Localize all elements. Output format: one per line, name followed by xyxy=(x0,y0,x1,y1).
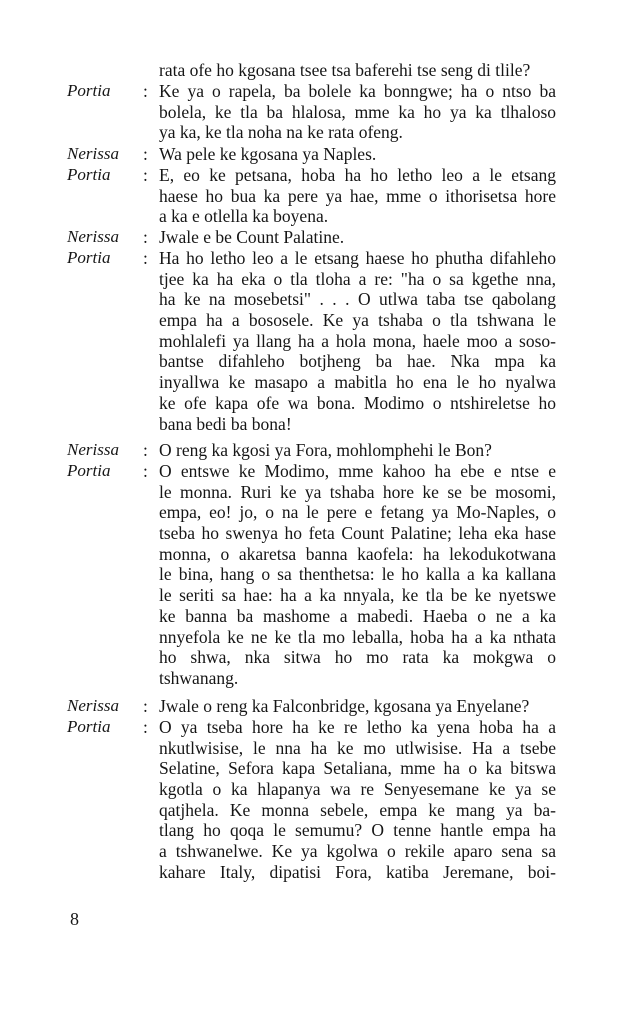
colon-separator: : xyxy=(143,248,148,268)
text-line: kgotla o ka hlapanya wa re Senyesemane ke ya se xyxy=(159,779,556,800)
dialogue-text xyxy=(159,60,556,81)
text-line: ke banna ba mashome a mabedi. Haeba o ne a ka xyxy=(159,605,556,626)
speaker-name: Portia xyxy=(67,165,111,184)
text-line: bana bedi ba bona! xyxy=(159,413,292,434)
text-line: bantse difahleho botjheng ba hae. Nka mpa ka xyxy=(159,351,556,372)
dialogue-text xyxy=(159,144,556,165)
text-line: Jwale e be Count Palatine. xyxy=(159,227,345,247)
text-line: le monna. Ruri ke ya tshaba hore ke se be mosomi, xyxy=(159,481,556,502)
dialogue-text xyxy=(159,461,556,689)
colon-separator: : xyxy=(143,227,148,247)
colon-separator: : xyxy=(143,165,148,185)
text-line: O entswe ke Modimo, mme kahoo ha ebe e ntse e xyxy=(159,461,556,481)
text-line: a ka e otlella ka boyena. xyxy=(159,206,329,227)
text-line: O ya tseba hore ha ke re letho ka yena hoba ha a xyxy=(159,717,556,737)
text-line: kahare Italy, dipatisi Fora, katiba Jeremane, boi- xyxy=(159,861,556,882)
colon-separator: : xyxy=(143,81,148,101)
page-number: 8 xyxy=(70,909,79,929)
colon-separator: : xyxy=(143,440,148,460)
text-line: a tshwanelwe. Ke ya kgolwa o rekile aparo sena sa xyxy=(159,841,556,862)
text-line: Wa pele ke kgosana ya Naples. xyxy=(159,144,377,164)
speaker-name: Nerissa xyxy=(67,696,119,715)
text-line: tlang ho qoqa le semumu? O tenne hantle empa ha xyxy=(159,820,556,841)
speaker-name: Nerissa xyxy=(67,440,119,459)
text-line: tshwanang. xyxy=(159,667,239,688)
speaker-name: Portia xyxy=(67,717,111,736)
text-line: mohlalefi ya llang ha a hola mona, haele moo a soso- xyxy=(159,330,556,351)
dialogue-text xyxy=(159,165,556,227)
text-line: inyallwa ke masapo a mabitla ho ena le ho nyalwa xyxy=(159,372,556,393)
text-line: haese ho bua ka pere ya hae, mme o ithorisetsa hore xyxy=(159,185,556,206)
text-line: tjee ka ha eka o tla tloha a re: "ha o sa kgethe nna, xyxy=(159,268,556,289)
text-line: Selatine, Sefora kapa Setaliana, mme ha o ka bitswa xyxy=(159,758,556,779)
text-line: nkutlwisise, le nna ha ke mo utlwisise. Ha a tsebe xyxy=(159,737,556,758)
dialogue-text xyxy=(159,227,556,248)
text-line: bolela, ke tla ba hlalosa, mme ka ho ya ka tlhaloso xyxy=(159,101,556,122)
text-line: tseba ho swenya ho feta Count Palatine; leha eka hase xyxy=(159,523,556,544)
text-line: ke ofe kapa ofe wa bona. Modimo o ntshireletse ho xyxy=(159,392,556,413)
text-line: empa, eo! jo, o na le pere e fetang ya Mo-Naples, o xyxy=(159,502,556,523)
text-line: nnyefola ke ne ke tla mo leballa, hoba ha a ka nthata xyxy=(159,626,556,647)
text-line: Ke ya o rapela, ba bolele ka bonngwe; ha o ntso ba xyxy=(159,81,556,101)
text-line: ha ke na mosebetsi" . . . O utlwa taba tse qabolang xyxy=(159,289,556,310)
text-line: le seriti sa hae: ha a ka nnyala, ke tla be ke nyetswe xyxy=(159,585,556,606)
dialogue-text xyxy=(159,696,556,717)
colon-separator: : xyxy=(143,144,148,164)
dialogue-text xyxy=(159,440,556,461)
text-line: ya ka, ke tla noha na ke rata ofeng. xyxy=(159,122,403,143)
text-line: E, eo ke petsana, hoba ha ho letho leo a le etsang xyxy=(159,165,556,185)
text-line: Ha ho letho leo a le etsang haese ho phutha difahleho xyxy=(159,248,556,268)
speaker-name: Nerissa xyxy=(67,227,119,246)
text-line: qatjhela. Ke monna sebele, empa ke mang ya ba- xyxy=(159,799,556,820)
text-line: monna, o akaretsa banna kaofela: ha lekodukotwana xyxy=(159,543,556,564)
speaker-name: Portia xyxy=(67,461,111,480)
dialogue-text xyxy=(159,717,556,883)
text-line: O reng ka kgosi ya Fora, mohlomphehi le Bon? xyxy=(159,440,492,460)
text-line: empa ha a bososele. Ke ya tshaba o tla tshwana le xyxy=(159,310,556,331)
text-line: le bina, hang o sa thenthetsa: le ho kalla a ka kallana xyxy=(159,564,556,585)
text-line: Jwale o reng ka Falconbridge, kgosana ya Enyelane? xyxy=(159,696,530,716)
speaker-name: Nerissa xyxy=(67,144,119,163)
dialogue-text xyxy=(159,248,556,434)
colon-separator: : xyxy=(143,461,148,481)
text-line: ho shwa, nka sitwa ho mo rata ka mokgwa o xyxy=(159,647,556,668)
colon-separator: : xyxy=(143,696,148,716)
colon-separator: : xyxy=(143,717,148,737)
speaker-name: Portia xyxy=(67,81,111,100)
speaker-name: Portia xyxy=(67,248,111,267)
dialogue-text xyxy=(159,81,556,143)
text-line: rata ofe ho kgosana tsee tsa baferehi tse seng di tlile? xyxy=(159,60,531,80)
